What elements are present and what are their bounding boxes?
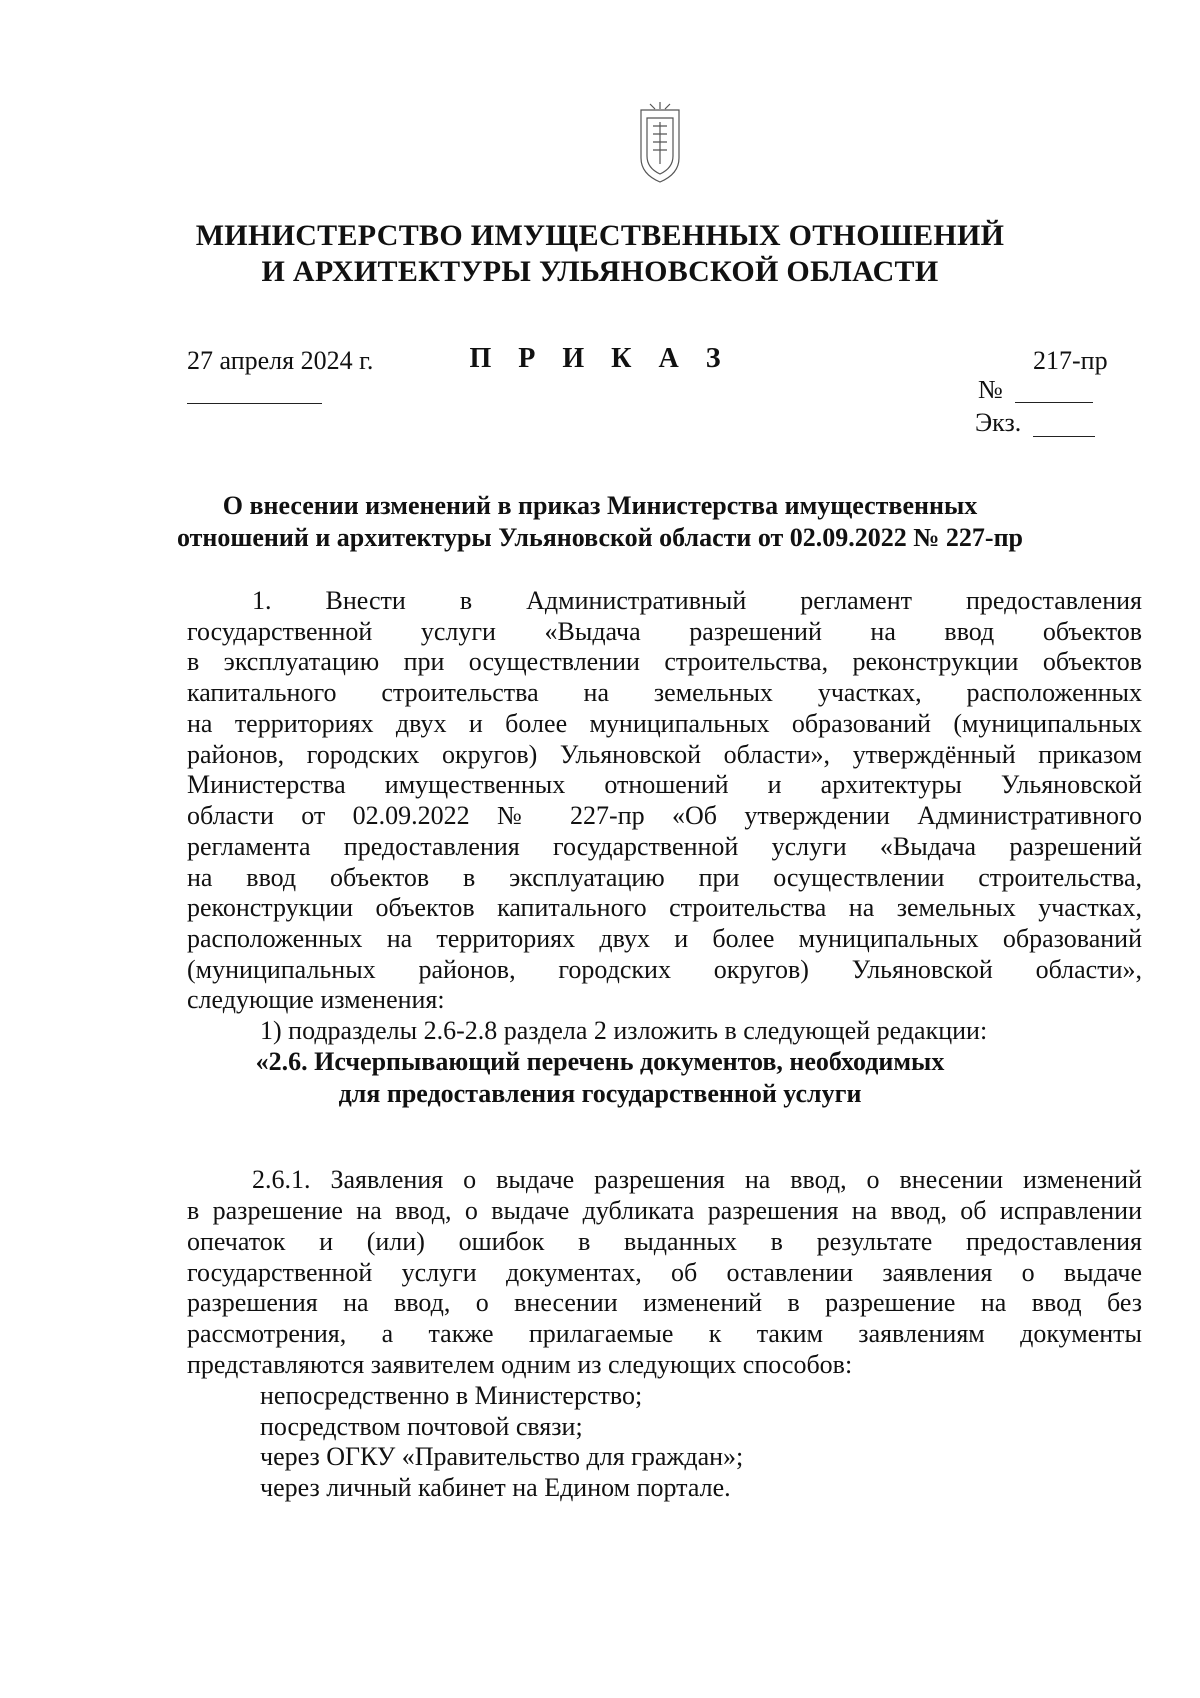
order-number-line bbox=[1015, 402, 1093, 403]
para2-line: опечаток и (или) ошибок в выданных в результате предоставления bbox=[187, 1227, 1142, 1256]
para2-line: в разрешение на ввод, о выдаче дубликата разрешения на ввод, об исправлении bbox=[187, 1196, 1142, 1225]
subheading-line-1: «2.6. Исчерпывающий перечень документов, необходимых bbox=[255, 1047, 945, 1076]
order-title-line-2: отношений и архитектуры Ульяновской области от 02.09.2022 № 227-пр bbox=[176, 523, 1024, 552]
document-type: П Р И К А З bbox=[469, 343, 731, 374]
para1-line: реконструкции объектов капитального строительства на земельных участках, bbox=[187, 893, 1142, 922]
para2-line: 2.6.1. Заявления о выдаче разрешения на ввод, о внесении изменений bbox=[252, 1165, 1142, 1194]
order-number-value: 217-пр bbox=[1033, 346, 1108, 375]
method-item: посредством почтовой связи; bbox=[260, 1412, 583, 1441]
item-1: 1) подразделы 2.6-2.8 раздела 2 изложить в следующей редакции: bbox=[260, 1016, 988, 1045]
para1-line: государственной услуги «Выдача разрешений на ввод объектов bbox=[187, 617, 1142, 646]
method-item: через личный кабинет на Едином портале. bbox=[260, 1473, 731, 1502]
copy-label: Экз. bbox=[975, 408, 1022, 437]
order-title-line-1: О внесении изменений в приказ Министерства имущественных bbox=[222, 491, 978, 520]
para1-line: 1. Внести в Административный регламент предоставления bbox=[252, 586, 1142, 615]
method-item: непосредственно в Министерство; bbox=[260, 1381, 643, 1410]
method-item: через ОГКУ «Правительство для граждан»; bbox=[260, 1442, 744, 1471]
para1-line: Министерства имущественных отношений и архитектуры Ульяновской bbox=[187, 770, 1142, 799]
para1-line: (муниципальных районов, городских округов) Ульяновской области», bbox=[187, 955, 1142, 984]
date-underline bbox=[187, 403, 322, 404]
para2-line: разрешения на ввод, о внесении изменений в разрешение на ввод без bbox=[187, 1288, 1142, 1317]
ministry-name-line-1: МИНИСТЕРСТВО ИМУЩЕСТВЕННЫХ ОТНОШЕНИЙ bbox=[195, 219, 1005, 252]
para1-line: капитального строительства на земельных участках, расположенных bbox=[187, 678, 1142, 707]
para1-line: области от 02.09.2022 № 227-пр «Об утверждении Административного bbox=[187, 801, 1142, 830]
para1-line: расположенных на территориях двух и более муниципальных образований bbox=[187, 924, 1142, 953]
subheading-line-2: для предоставления государственной услуги bbox=[338, 1079, 862, 1108]
ministry-name-line-2: И АРХИТЕКТУРЫ УЛЬЯНОВСКОЙ ОБЛАСТИ bbox=[261, 255, 939, 288]
copy-line bbox=[1033, 436, 1095, 437]
para1-line: в эксплуатацию при осуществлении строительства, реконструкции объектов bbox=[187, 647, 1142, 676]
coat-of-arms-icon bbox=[635, 100, 685, 192]
order-date: 27 апреля 2024 г. bbox=[187, 346, 374, 375]
para1-line: регламента предоставления государственной услуги «Выдача разрешений bbox=[187, 832, 1142, 861]
para2-line: рассмотрения, а также прилагаемые к таким заявлениям документы bbox=[187, 1319, 1142, 1348]
para2-line: государственной услуги документах, об оставлении заявления о выдаче bbox=[187, 1258, 1142, 1287]
para1-line: на территориях двух и более муниципальных образований (муниципальных bbox=[187, 709, 1142, 738]
order-number-label: № bbox=[978, 375, 1003, 404]
para2-line: представляются заявителем одним из следующих способов: bbox=[187, 1350, 853, 1379]
para1-line: следующие изменения: bbox=[187, 985, 445, 1014]
para1-line: районов, городских округов) Ульяновской области», утверждённый приказом bbox=[187, 740, 1142, 769]
para1-line: на ввод объектов в эксплуатацию при осуществлении строительства, bbox=[187, 863, 1142, 892]
